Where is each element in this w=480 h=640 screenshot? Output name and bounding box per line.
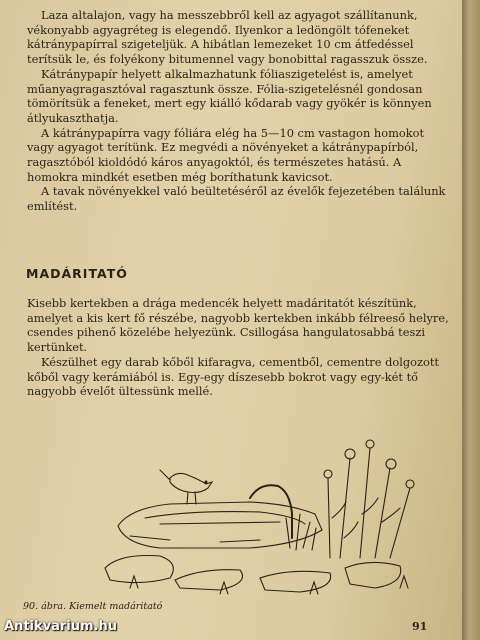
water-line: [160, 522, 280, 524]
flower: [386, 459, 396, 469]
body-text-top: [27, 8, 452, 214]
rock: [260, 571, 331, 592]
paragraph: Kisebb kertekben a drága medencék helyett madáritatót készítünk, amelyet a kis kert fő részébe, nagyobb kertekben inkább félreeső helyre, csendes pihenő közelébe helyezünk. Csillogása hangulatosabbá teszi kertünket.: [27, 296, 449, 355]
paragraph: Készülhet egy darab kőből kifaragva, cementből, cementre dolgozott kőből vagy kerámiából is. Egy-egy díszesebb bokrot vagy egy-két tő nagyobb évelőt ültessünk mellé.: [27, 354, 440, 399]
rock: [175, 570, 243, 590]
body-text-bottom: [27, 296, 452, 399]
paragraph: Laza altalajon, vagy ha messzebbről kell az agyagot szállítanunk, vékonyabb agyagréteg is elegendő. Ilyenkor a ledöngölt tófeneket kátránypapírral szigeteljük. A hibátlan lemezeket 10 cm átfedéssel terítsük le, és folyékony bitumennel vagy bonobittal ragasszuk össze.: [27, 8, 428, 67]
page-number: 91: [412, 620, 428, 633]
birdbath-illustration: [100, 418, 440, 598]
ground-plants: [130, 576, 408, 594]
rock: [105, 556, 173, 583]
plant-stem: [328, 448, 410, 558]
grass: [286, 514, 316, 550]
watermark: Antikvarium.hu: [4, 619, 117, 634]
paragraph: A kátránypapírra vagy fóliára elég ha 5—10 cm vastagon homokot vagy agyagot terítünk. Ez megvédi a növényeket a kátránypapírból, ragasztóból kioldódó káros anyagoktól, és természetes hatású. A homokra mindkét esetben még boríthatunk kavicsot.: [27, 125, 425, 184]
bird-legs: [187, 492, 196, 504]
section-heading: MADÁRITATÓ: [26, 266, 128, 281]
paragraph: A tavak növényekkel való beültetéséről az évelők fejezetében találunk említést.: [27, 184, 446, 214]
rock: [345, 562, 401, 588]
figure-caption: 90. ábra. Kiemelt madáritató: [23, 601, 163, 612]
flower: [366, 440, 374, 448]
bird-tail: [160, 470, 170, 480]
paragraph: Kátránypapír helyett alkalmazhatunk fóliaszigetelést is, amelyet műanyagragasztóval ragasztunk össze. Fólia-szigetelésnél gondosan tömörítsük a feneket, mert egy kiálló kődarab vagy gyökér is könnyen átlyukaszthatja.: [27, 66, 432, 125]
flower: [406, 480, 414, 488]
page-edge: [462, 0, 480, 640]
flower: [324, 470, 332, 478]
stone-crack: [130, 536, 260, 542]
basin-rim: [145, 512, 305, 524]
